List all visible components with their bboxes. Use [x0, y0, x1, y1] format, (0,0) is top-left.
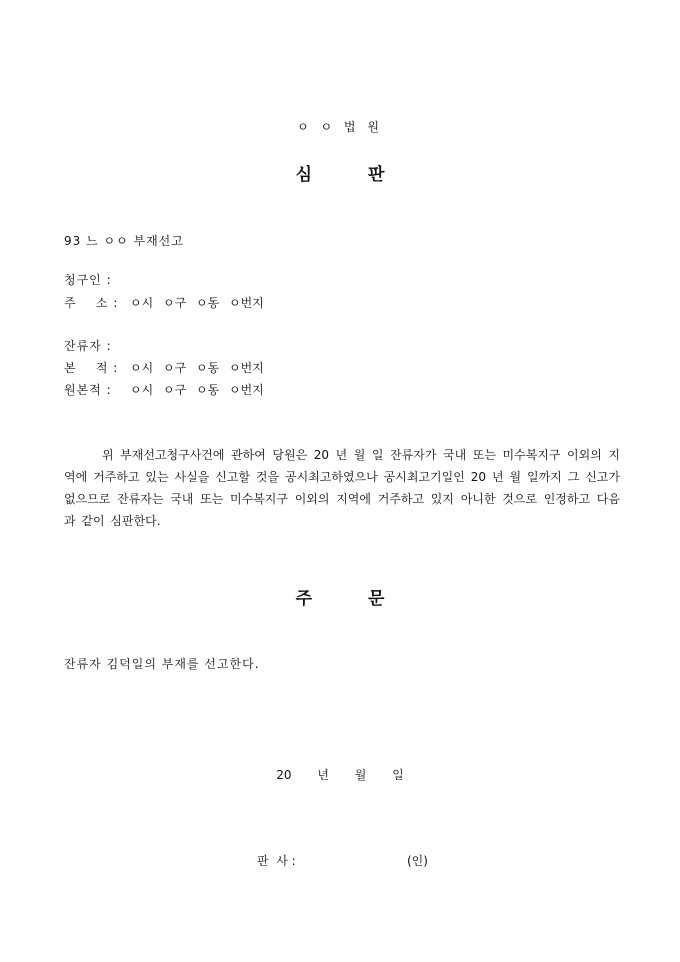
domicile-row	[64, 359, 264, 376]
missing-person-label: 잔류자 :	[64, 339, 112, 353]
case-number: 93 느 ㅇㅇ 부재선고	[64, 234, 184, 248]
domicile-value: ㅇ시 ㅇ구 ㅇ동 ㅇ번지	[130, 361, 264, 375]
missing-person-row	[64, 337, 130, 354]
claimant-row	[64, 271, 130, 288]
claimant-address-row	[64, 294, 264, 311]
court-name: ㅇ ㅇ 법 원	[297, 120, 383, 134]
judge-signature-line	[257, 852, 428, 869]
title-char-2: 판	[368, 165, 385, 185]
original-domicile-label: 원본적 :	[64, 383, 112, 397]
original-domicile-value: ㅇ시 ㅇ구 ㅇ동 ㅇ번지	[130, 383, 264, 397]
claimant-label: 청구인 :	[64, 273, 112, 287]
claimant-address-label: 주 소 :	[64, 296, 119, 310]
claimant-address-value: ㅇ시 ㅇ구 ㅇ동 ㅇ번지	[130, 296, 264, 310]
judge-label: 판 사 :	[257, 854, 296, 868]
order-title-char-2: 문	[368, 589, 385, 609]
domicile-label: 본 적 :	[64, 361, 119, 375]
order-title	[0, 584, 680, 609]
seal-mark: (인)	[407, 854, 428, 868]
body-paragraph: 위 부재선고청구사건에 관하여 당원은 20 년 월 일 잔류자가 국내 또는 미수복지구 이외의 지역에 거주하고 있는 사실을 신고할 것을 공시최고하였으나 공시최고기일인 20 년 월 일까지 그 신고가 없으므로 잔류자는 국내 또는 미수복지구 이외의 지역에 거주하고 있지 아니한 것으로 인정하고 다음과 같이 심판한다.	[64, 448, 620, 528]
order-title-char-1: 주	[295, 589, 312, 609]
order-text: 잔류자 김덕일의 부재를 선고한다.	[64, 657, 260, 671]
title-char-1: 심	[295, 165, 312, 185]
date-line: 20 년 월 일	[276, 768, 404, 782]
original-domicile-row	[64, 381, 264, 398]
document-title	[0, 160, 680, 185]
